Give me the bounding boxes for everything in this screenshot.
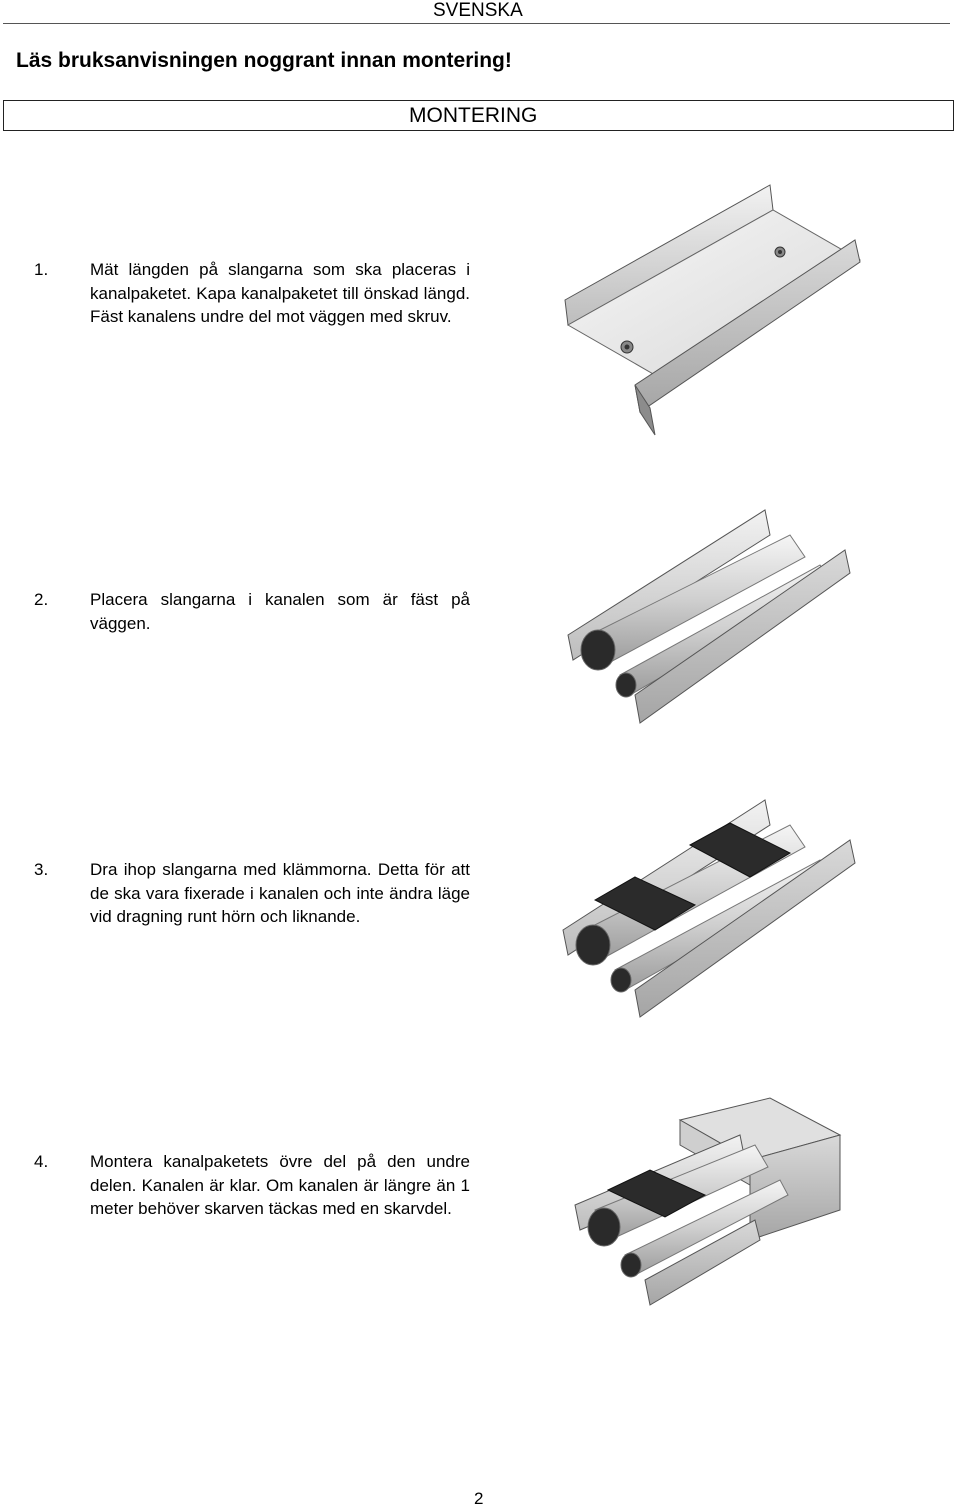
step-1 xyxy=(34,258,470,329)
step-text: Placera slangarna i kanalen som är fäst på väggen. xyxy=(90,590,470,633)
header-divider xyxy=(3,23,950,24)
page-number: 2 xyxy=(474,1489,484,1508)
warning-heading: Läs bruksanvisningen noggrant innan montering! xyxy=(16,49,512,72)
step-text: Montera kanalpaketets övre del på den undre delen. Kanalen är klar. Om kanalen är längre än 1 meter behöver skarven täckas med en skarvdel. xyxy=(90,1152,470,1218)
step-number: 4. xyxy=(34,1152,49,1171)
channel-with-cover-illustration xyxy=(570,1095,870,1310)
step-3 xyxy=(34,858,470,929)
channel-bottom-illustration xyxy=(555,180,885,440)
step-number: 2. xyxy=(34,590,49,609)
step-4 xyxy=(34,1150,470,1221)
step-number: 1. xyxy=(34,260,49,279)
step-number: 3. xyxy=(34,860,49,879)
step-text: Mät längden på slangarna som ska placeras i kanalpaketet. Kapa kanalpaketet till önskad längd. Fäst kanalens undre del mot väggen med skruv. xyxy=(90,260,470,326)
hoses-with-clamps-illustration xyxy=(555,795,865,1025)
section-header xyxy=(3,100,954,131)
language-label: SVENSKA xyxy=(433,0,523,21)
step-text: Dra ihop slangarna med klämmorna. Detta för att de ska vara fixerade i kanalen och inte ändra läge vid dragning runt hörn och liknande. xyxy=(90,860,470,926)
channel-with-hoses-illustration xyxy=(560,505,860,730)
step-2 xyxy=(34,588,470,635)
section-title: MONTERING xyxy=(409,104,538,127)
